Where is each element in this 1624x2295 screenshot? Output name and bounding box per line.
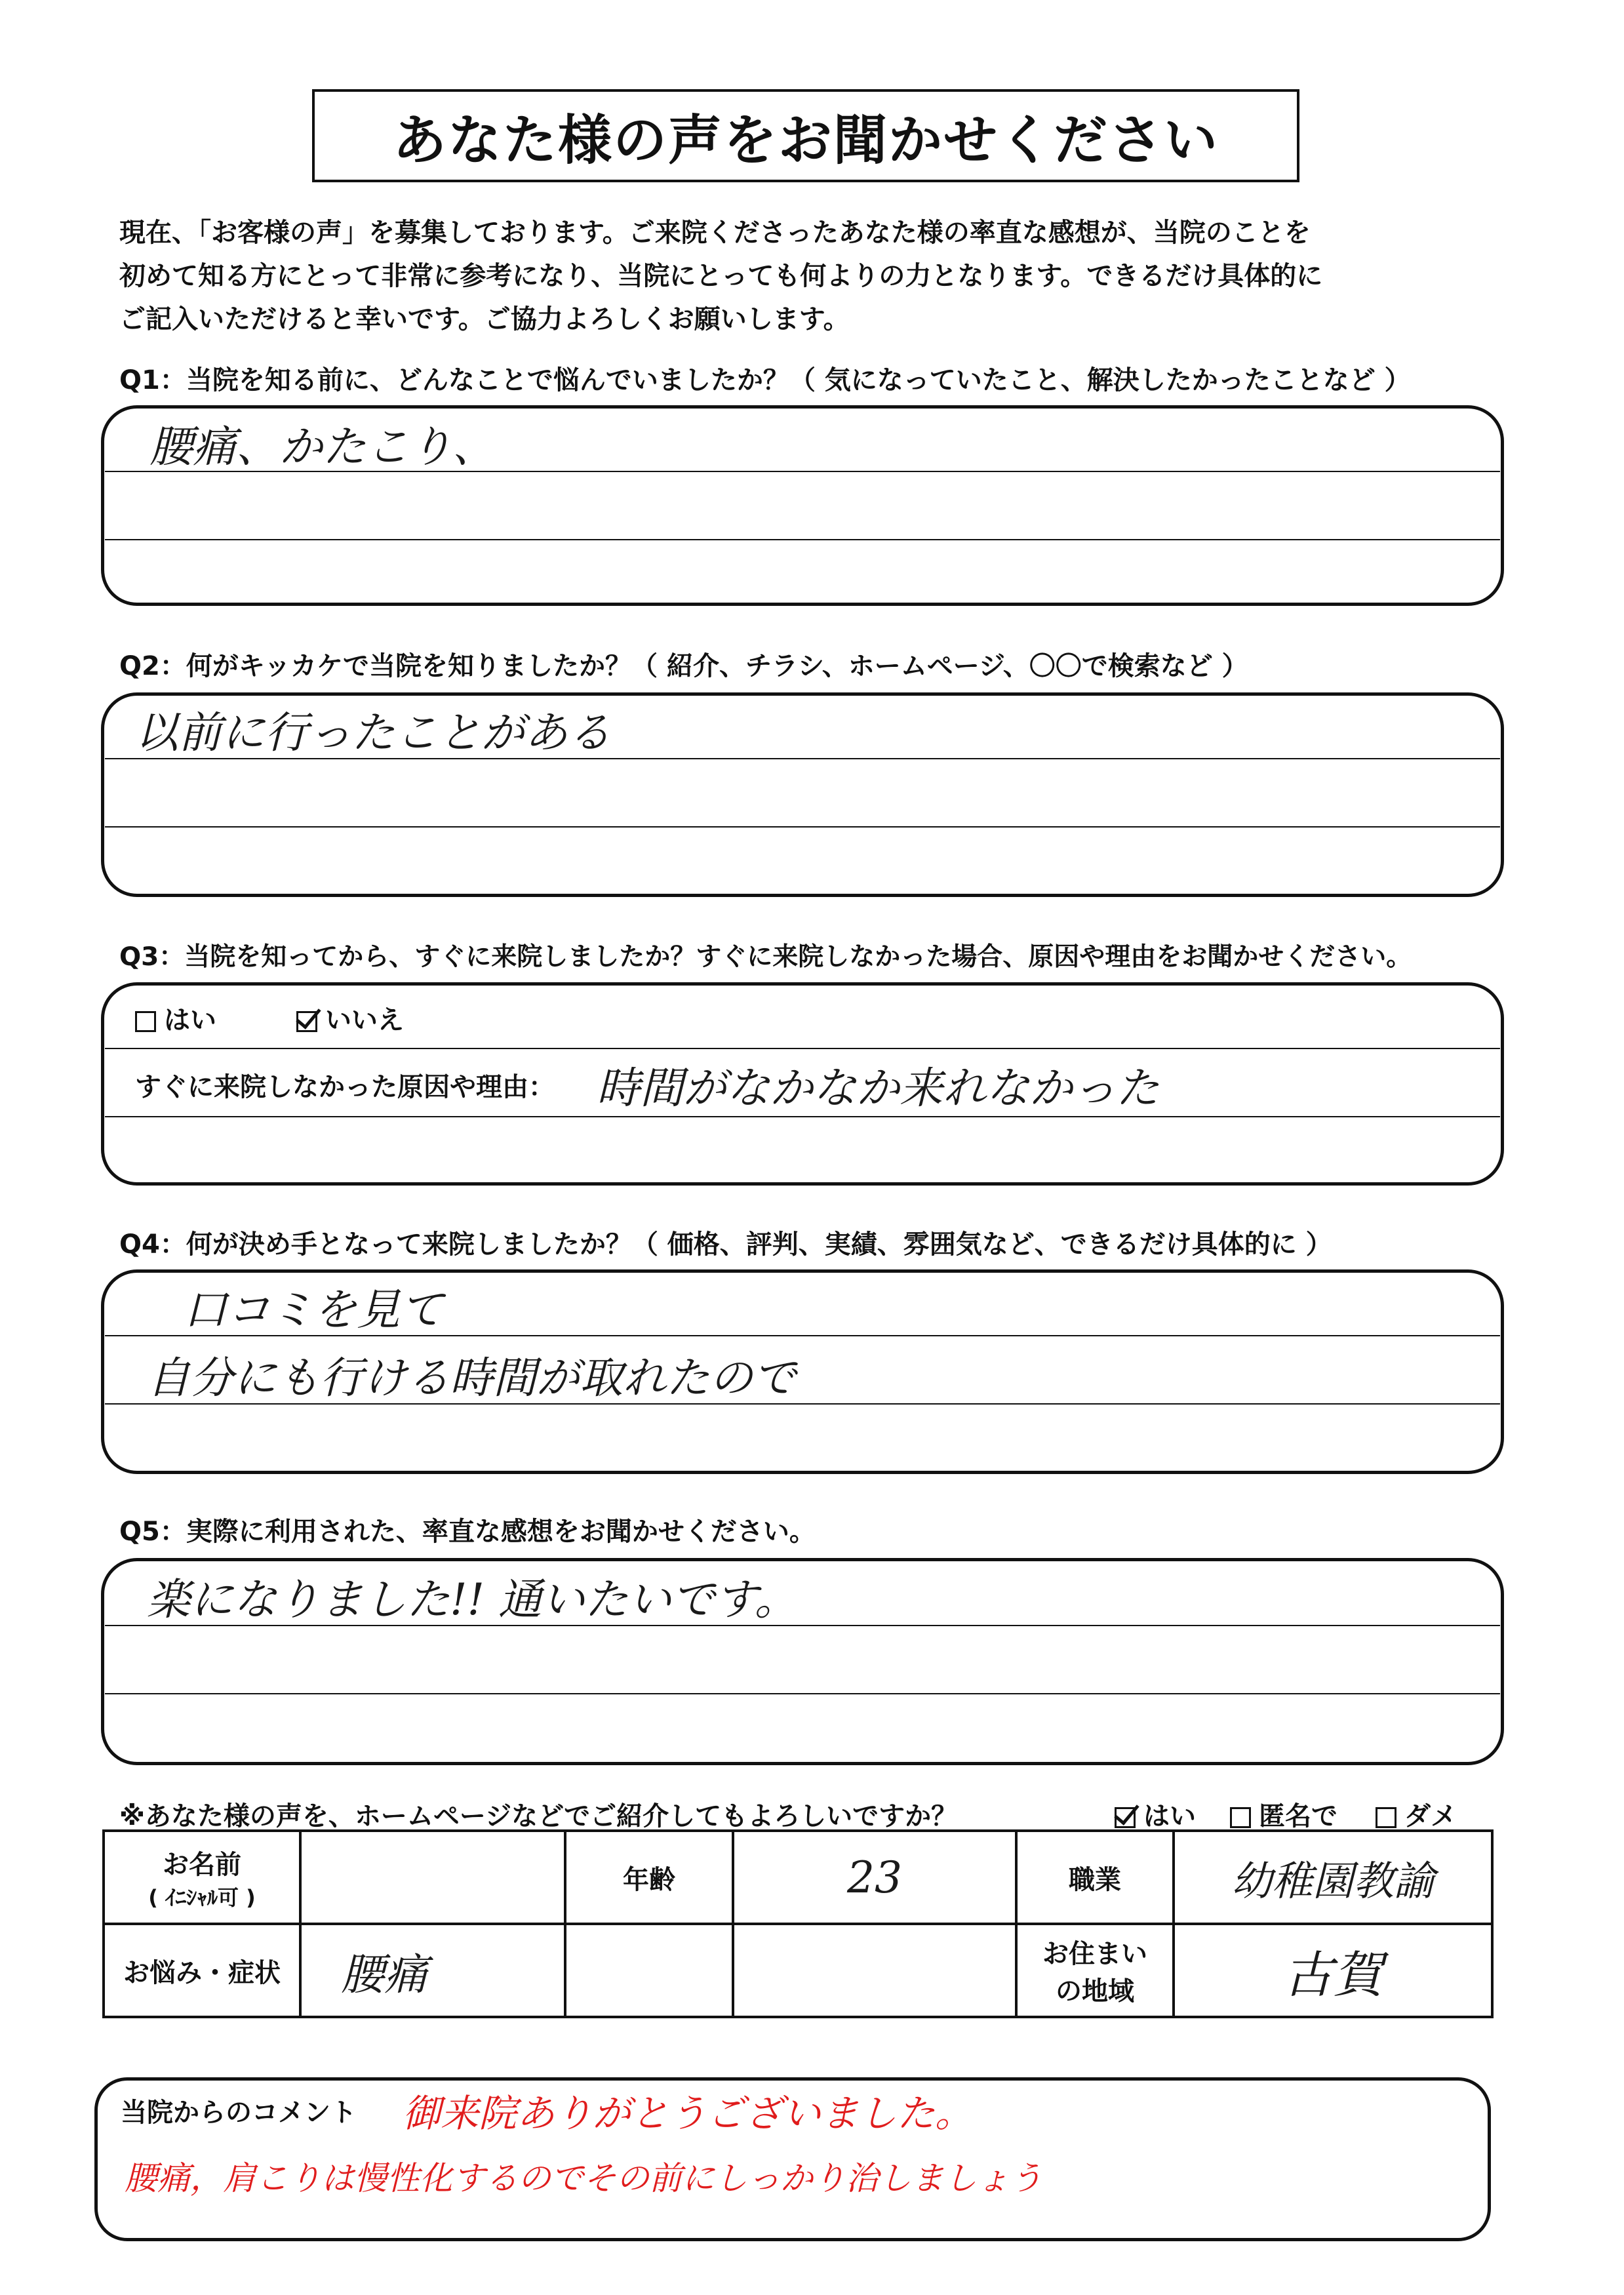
comment-line-2: 腰痛，肩こりは慢性化するのでその前にしっかり治しましょう	[125, 2159, 1042, 2197]
q1-rule-2	[105, 539, 1500, 540]
intro-line-2: 初めて知る方にとって非常に参考になり、当院にとっても何よりの力となります。できるだけ具体的に	[119, 261, 1323, 291]
q3-question: Q3：当院を知ってから、すぐに来院しましたか？すぐに来院しなかった場合、原因や理由をお聞かせください。	[119, 942, 1412, 972]
symptom-label: お悩み・症状	[104, 1924, 300, 2017]
intro-text	[119, 211, 1529, 341]
q1-question: Q1：当院を知る前に、どんなことで悩んでいましたか？（ 気になっていたこと、解決したかったことなど ）	[119, 365, 1411, 395]
consent-question: ※あなた様の声を、ホームページなどでご紹介してもよろしいですか？	[119, 1801, 958, 1831]
consent-no-label: ダメ	[1404, 1801, 1457, 1831]
area-label-1: お住まい	[1042, 1939, 1147, 1969]
info-table	[102, 1829, 1494, 2018]
age-label: 年齢	[565, 1831, 733, 1924]
q3-no-checkbox[interactable]	[296, 1011, 317, 1032]
name-sub-label: ( ｲﾆｼｬﾙ可 )	[148, 1885, 256, 1910]
area-value: 古賀	[1283, 1945, 1383, 2004]
q4-answer-line-2: 自分にも行ける時間が取れたので	[147, 1353, 796, 1403]
consent-anon-checkbox[interactable]	[1230, 1807, 1251, 1828]
consent-yes-option[interactable]	[1115, 1795, 1196, 1833]
job-value-cell[interactable]	[1174, 1831, 1492, 1924]
consent-no-checkbox[interactable]	[1376, 1807, 1396, 1828]
info-row-1	[104, 1831, 1492, 1924]
info-row-2	[104, 1924, 1492, 2017]
page-title: あなた様の声をお聞かせください	[312, 89, 1299, 182]
name-label: お名前	[163, 1849, 241, 1880]
q3-no-label: いいえ	[325, 1005, 404, 1035]
q3-rule-2	[105, 1116, 1500, 1117]
area-label-cell	[1016, 1924, 1174, 2017]
consent-no-option[interactable]	[1376, 1795, 1457, 1833]
area-value-cell[interactable]	[1174, 1924, 1492, 2017]
job-value: 幼稚園教諭	[1231, 1856, 1435, 1905]
q2-rule-2	[105, 826, 1500, 828]
q5-answer: 楽になりました!! 通いたいです。	[147, 1574, 798, 1625]
q2-answer: 以前に行ったことがある	[135, 708, 611, 758]
comment-line-1: 御来院ありがとうございました。	[403, 2091, 974, 2136]
consent-anon-option[interactable]	[1230, 1795, 1337, 1833]
consent-yes-checkbox[interactable]	[1115, 1807, 1136, 1828]
empty-cell-1[interactable]	[565, 1924, 733, 2017]
name-value-cell[interactable]	[300, 1831, 565, 1924]
q3-yes-checkbox[interactable]	[135, 1011, 156, 1032]
intro-line-3: ご記入いただけると幸いです。ご協力よろしくお願いします。	[119, 304, 850, 334]
q3-reason-label: すぐに来院しなかった原因や理由：	[135, 1072, 555, 1102]
job-label: 職業	[1016, 1831, 1174, 1924]
q3-answer: 時間がなかなか来れなかった	[597, 1063, 1159, 1113]
empty-cell-2[interactable]	[733, 1924, 1016, 2017]
q2-question: Q2：何がキッカケで当院を知りましたか？（ 紹介、チラシ、ホームページ、〇〇で検索など ）	[119, 651, 1248, 681]
name-label-cell	[104, 1831, 300, 1924]
q3-yes-option[interactable]	[135, 999, 216, 1037]
symptom-value-cell[interactable]	[300, 1924, 565, 2017]
comment-label: 当院からのコメント	[121, 2098, 357, 2128]
q3-rule-1	[105, 1048, 1500, 1049]
q1-answer: 腰痛、かたこり、	[149, 422, 496, 472]
q5-question: Q5：実際に利用された、率直な感想をお聞かせください。	[119, 1517, 816, 1547]
symptom-value: 腰痛	[341, 1949, 427, 2000]
intro-line-1: 現在、「お客様の声」を募集しております。ご来院くださったあなた様の率直な感想が、当院のことを	[119, 218, 1311, 248]
consent-yes-label: はい	[1143, 1801, 1196, 1831]
q3-yes-label: はい	[164, 1005, 216, 1035]
area-label-2: の地域	[1056, 1976, 1134, 2006]
q5-rule-2	[105, 1693, 1500, 1694]
age-value-cell[interactable]	[733, 1831, 1016, 1924]
consent-anon-label: 匿名で	[1259, 1801, 1337, 1831]
q4-answer-line-1: 口コミを見て	[184, 1285, 443, 1335]
q3-no-option[interactable]	[296, 999, 404, 1037]
q4-question: Q4：何が決め手となって来院しましたか？（ 価格、評判、実績、雰囲気など、できるだけ具体的に ）	[119, 1229, 1332, 1260]
age-value: 23	[847, 1852, 902, 1903]
